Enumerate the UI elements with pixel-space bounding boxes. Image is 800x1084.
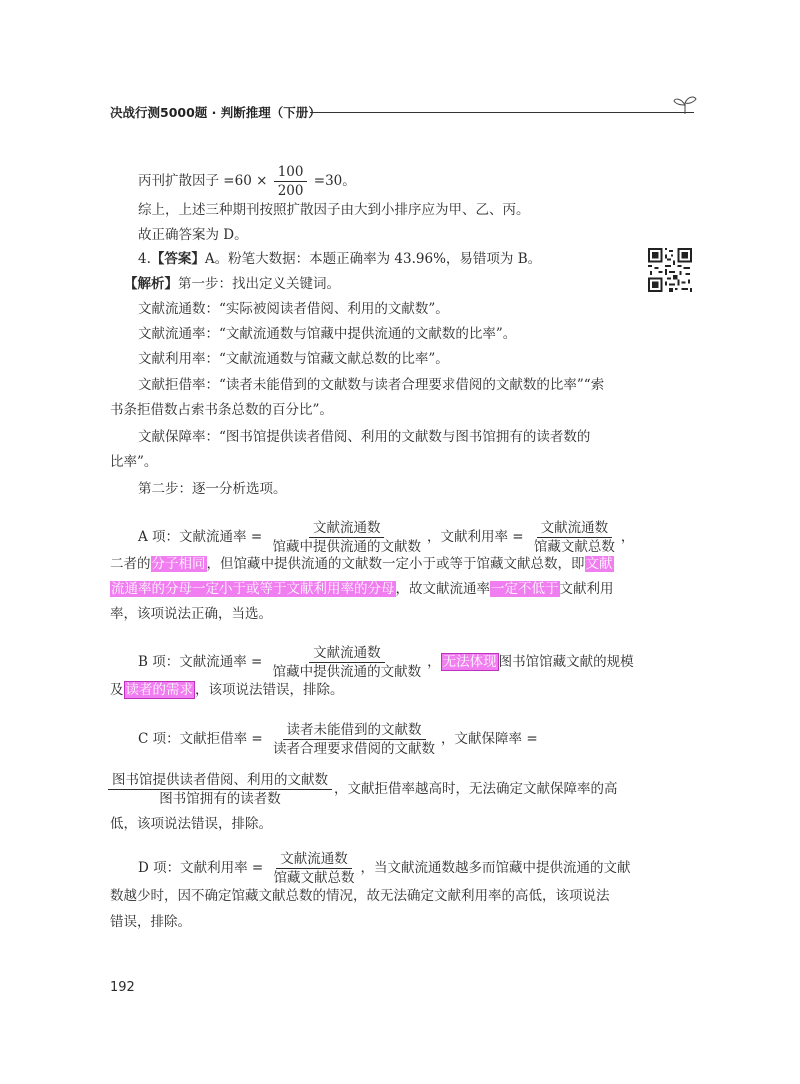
definition-line: 文献保障率：“图书馆提供读者借阅、利用的文献数与图书馆拥有的读者数的 (138, 429, 591, 445)
text-span: ，故文献流通率 (395, 581, 490, 597)
highlight: 一定不低于 (491, 581, 559, 597)
paragraph-line (110, 580, 614, 598)
text-span: 及 (110, 682, 124, 698)
text-span: ，该项说法错误，排除。 (195, 682, 344, 698)
line-bing (138, 164, 356, 199)
definition-line: 文献流通率：“文献流通数与馆藏中提供流通的文献数的比率”。 (138, 326, 517, 342)
paragraph-line (110, 681, 344, 699)
fraction-denominator: 200 (277, 183, 304, 199)
fraction-numerator: 读者未能借到的文献数 (283, 722, 426, 740)
page-number: 192 (110, 980, 135, 995)
analysis-tag: 【解析】 (124, 276, 178, 292)
text-span: ，但馆藏中提供流通的文献数一定小于或等于馆藏文献总数，即 (206, 556, 585, 572)
text-span: 文献利用 (559, 581, 614, 597)
fraction-numerator: 图书馆提供读者借阅、利用的文献数 (108, 772, 332, 790)
fraction-denominator: 图书馆拥有的读者数 (159, 791, 281, 807)
analysis-line (124, 275, 340, 293)
text-span: ，文献利用率 = (426, 529, 524, 545)
paragraph-line (110, 555, 614, 573)
fraction (108, 772, 332, 807)
option-c-formula (138, 722, 538, 757)
paragraph-line: 数越少时，因不确定馆藏文献总数的情况，故无法确定文献利用率的高低，该项说法 (110, 888, 610, 904)
question-number: 4. (138, 251, 151, 267)
text-span: ，当文献流通数越多而馆藏中提供流通的文献 (360, 860, 631, 876)
paragraph-line: 低，该项说法错误，排除。 (110, 816, 272, 832)
fraction (530, 520, 619, 555)
option-c-formula-cont (108, 772, 618, 807)
text-span: C 项：文献拒借率 = (138, 731, 263, 747)
text-span: ， (427, 654, 441, 670)
fraction-numerator: 文献流通数 (537, 520, 613, 538)
text-span: 第一步：找出定义关键词。 (178, 276, 340, 292)
definition-line: 书条拒借数占索书条总数的百分比”。 (110, 402, 333, 418)
definition-line: 文献流通数：“实际被阅读者借阅、利用的文献数”。 (138, 301, 449, 317)
question-4-answer (138, 250, 541, 268)
text-span: D 项：文献利用率 = (138, 860, 264, 876)
fraction (268, 520, 425, 555)
definition-line: 比率”。 (110, 454, 158, 470)
option-a-formula (138, 520, 634, 555)
sprout-icon (672, 94, 698, 116)
paragraph-line: 错误，排除。 (110, 914, 191, 930)
answer-tag: 【答案】 (150, 251, 205, 267)
text-span: 图书馆馆藏文献的规模 (498, 654, 634, 670)
text-span: 二者的 (110, 556, 151, 572)
highlight: 无法体现 (442, 654, 497, 670)
text-span: B 项：文献流通率 = (138, 654, 263, 670)
paragraph-line: 故正确答案为 D。 (138, 227, 248, 243)
running-header: 决战行测5000题 · 判断推理（下册） (110, 105, 321, 120)
fraction-numerator: 文献流通数 (309, 520, 385, 538)
paragraph-line: 第二步：逐一分析选项。 (138, 481, 287, 497)
fraction-numerator: 100 (274, 164, 308, 182)
highlight: 读者的需求 (125, 682, 193, 698)
fraction (269, 645, 426, 680)
paragraph-line: 率，该项说法正确，当选。 (110, 606, 272, 622)
text-span: =30。 (313, 173, 356, 189)
text-span: ，文献保障率 = (441, 731, 538, 747)
qr-code[interactable] (648, 248, 692, 292)
text-span: ， (620, 529, 635, 545)
fraction (274, 164, 308, 199)
fraction (270, 851, 359, 886)
fraction-denominator: 馆藏文献总数 (533, 539, 615, 555)
fraction-denominator: 馆藏中提供流通的文献数 (272, 539, 421, 555)
highlight: 文献 (585, 556, 613, 572)
fraction-denominator: 馆藏文献总数 (273, 870, 355, 886)
text-span: A。粉笔大数据：本题正确率为 43.96%，易错项为 B。 (204, 251, 542, 267)
text-span: A 项：文献流通率 = (138, 529, 263, 545)
definition-line: 文献利用率：“文献流通数与馆藏文献总数的比率”。 (138, 351, 449, 367)
fraction-denominator: 读者合理要求借阅的文献数 (273, 741, 436, 757)
paragraph-line: 综上，上述三种期刊按照扩散因子由大到小排序应为甲、乙、丙。 (138, 202, 530, 218)
highlight: 分子相同 (151, 556, 206, 572)
header-rule (310, 112, 694, 113)
fraction (269, 722, 439, 757)
text-span: 丙刊扩散因子 =60 × (138, 173, 268, 189)
fraction-numerator: 文献流通数 (276, 851, 352, 869)
option-d-formula (138, 851, 631, 886)
text-span: ，文献拒借率越高时，无法确定文献保障率的高 (334, 781, 618, 797)
option-b-formula (138, 645, 634, 680)
definition-line: 文献拒借率：“读者未能借到的文献数与读者合理要求借阅的文献数的比率”“索 (138, 377, 605, 393)
fraction-numerator: 文献流通数 (309, 645, 385, 663)
fraction-denominator: 馆藏中提供流通的文献数 (272, 664, 422, 680)
highlight: 流通率的分母一定小于或等于文献利用率的分母 (111, 581, 395, 597)
